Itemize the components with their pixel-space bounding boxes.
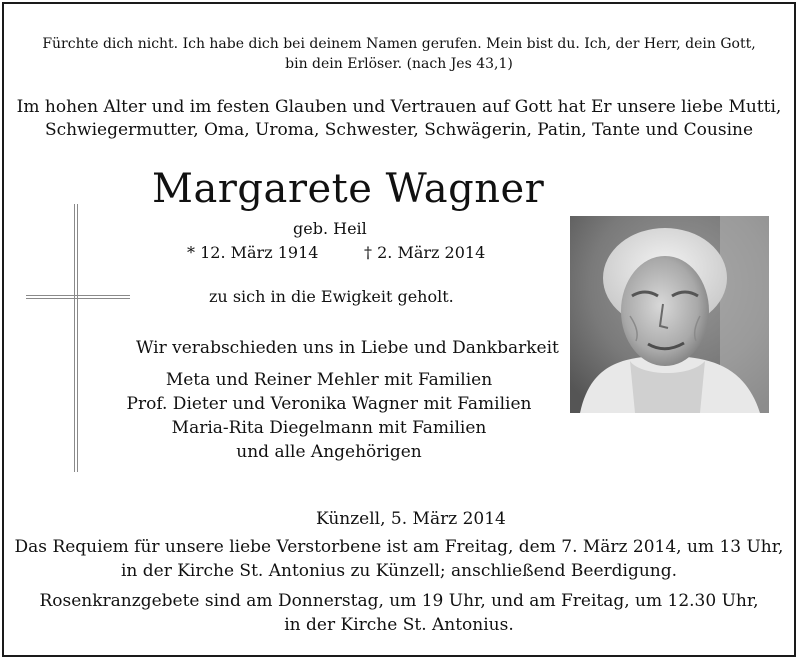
birth-name: geb. Heil <box>293 219 367 238</box>
deceased-name: Margarete Wagner <box>152 166 545 212</box>
death-date: † 2. März 2014 <box>364 243 486 262</box>
place-date: Künzell, 5. März 2014 <box>316 509 506 529</box>
intro-line-2: Schwiegermutter, Oma, Uroma, Schwester, Schwägerin, Patin, Tante und Cousine <box>44 120 754 140</box>
bible-verse-line-1: Fürchte dich nicht. Ich habe dich bei deinem Namen gerufen. Mein bist du. Ich, der Herr, dein Gott, <box>42 36 756 52</box>
mourner-line: Maria-Rita Diegelmann mit Familien <box>171 418 487 438</box>
requiem-line-2: in der Kirche St. Antonius zu Künzell; anschließend Beerdigung. <box>120 561 678 581</box>
cross-icon <box>74 204 78 472</box>
intro-line-1: Im hohen Alter und im festen Glauben und Vertrauen auf Gott hat Er unsere liebe Mutti, <box>16 97 782 117</box>
portrait-photo <box>570 216 769 413</box>
obituary-frame <box>2 2 796 657</box>
portrait-photo-icon <box>570 216 769 413</box>
rosary-line-1: Rosenkranzgebete sind am Donnerstag, um 19 Uhr, und am Freitag, um 12.30 Uhr, <box>39 591 759 611</box>
called-home-text: zu sich in die Ewigkeit geholt. <box>209 287 454 306</box>
requiem-line-1: Das Requiem für unsere liebe Verstorbene ist am Freitag, dem 7. März 2014, um 13 Uhr, <box>14 537 784 557</box>
birth-date: * 12. März 1914 <box>187 243 319 262</box>
rosary-line-2: in der Kirche St. Antonius. <box>284 615 514 635</box>
mourner-line: Meta und Reiner Mehler mit Familien <box>165 370 493 390</box>
cross-icon-crossbar <box>26 295 130 299</box>
farewell-text: Wir verabschieden uns in Liebe und Dankbarkeit <box>136 338 559 358</box>
mourner-line: Prof. Dieter und Veronika Wagner mit Familien <box>126 394 532 414</box>
bible-verse-line-2: bin dein Erlöser. (nach Jes 43,1) <box>285 56 513 72</box>
mourner-line: und alle Angehörigen <box>236 442 422 462</box>
